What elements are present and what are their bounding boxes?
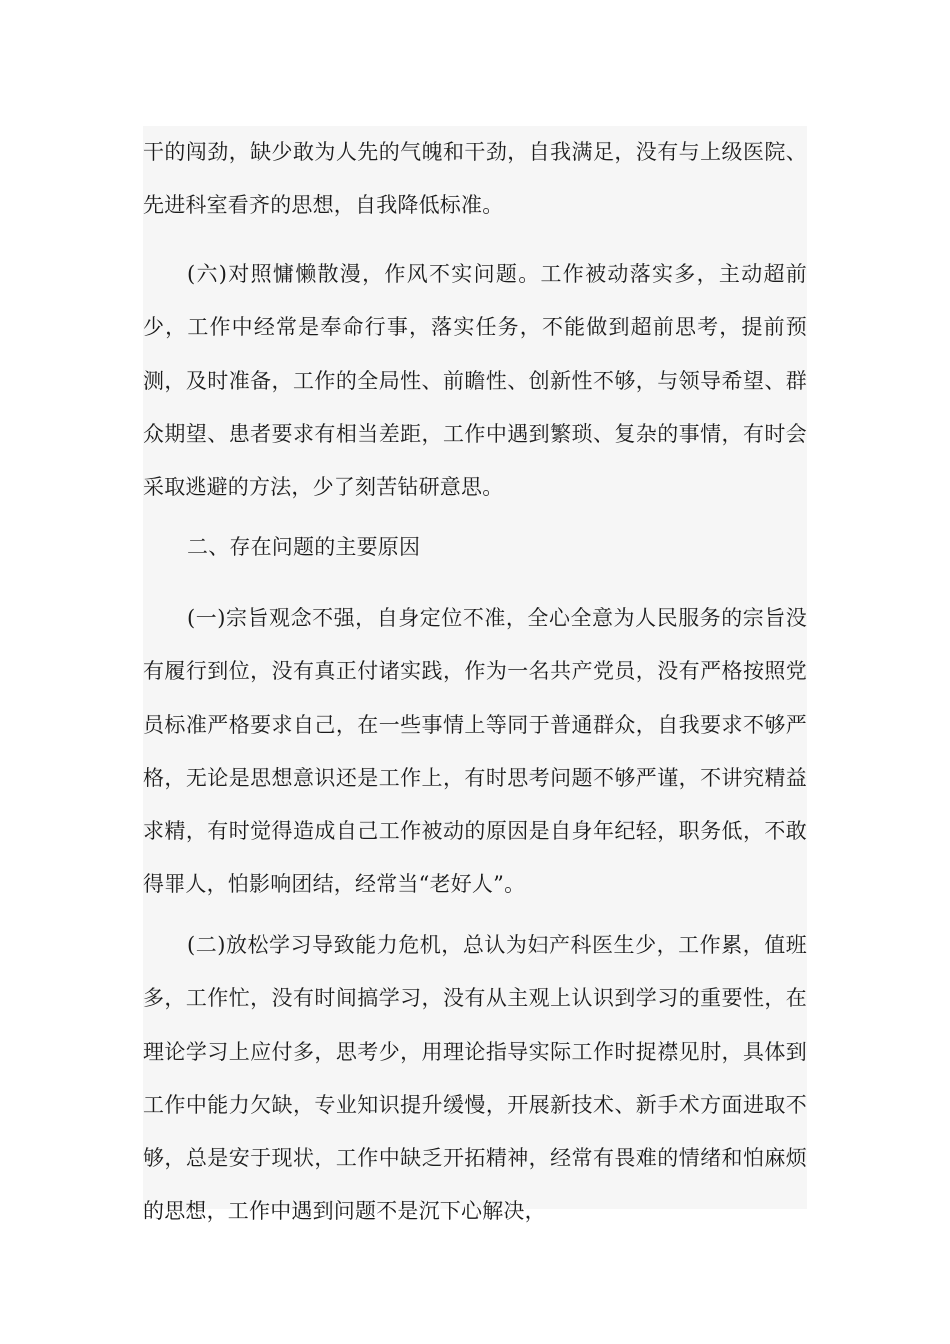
paragraph-continuation: 干的闯劲，缺少敢为人先的气魄和干劲，自我满足，没有与上级医院、先进科室看齐的思想，自我降低标准。 — [143, 140, 807, 218]
paragraph-item-one: (一)宗旨观念不强，自身定位不准，全心全意为人民服务的宗旨没有履行到位，没有真正付诸实践，作为一名共产党员，没有严格按照党员标准严格要求自己，在一些事情上等同于普通群众，自我要求不够严格，无论是思想意识还是工作上，有时思考问题不够严谨，不讲究精益求精，有时觉得造成自己工作被动的原因是自身年纪轻，职务低，不敢得罪人，怕影响团结，经常当“老好人”。 — [143, 606, 807, 897]
section-heading: 二、存在问题的主要原因 — [187, 535, 421, 559]
document-page — [143, 126, 807, 1224]
paragraph-item-six: (六)对照慵懒散漫，作风不实问题。工作被动落实多，主动超前少，工作中经常是奉命行事，落实任务，不能做到超前思考，提前预测，及时准备，工作的全局性、前瞻性、创新性不够，与领导希望、群众期望、患者要求有相当差距，工作中遇到繁琐、复杂的事情，有时会采取逃避的方法，少了刻苦钻研意思。 — [143, 262, 807, 500]
paragraph-item-two: (二)放松学习导致能力危机，总认为妇产科医生少，工作累，值班多，工作忙，没有时间搞学习，没有从主观上认识到学习的重要性，在理论学习上应付多，思考少，用理论指导实际工作时捉襟见肘，具体到工作中能力欠缺，专业知识提升缓慢，开展新技术、新手术方面进取不够，总是安于现状，工作中缺乏开拓精神，经常有畏难的情绪和怕麻烦的思想，工作中遇到问题不是沉下心解决， — [143, 933, 807, 1224]
